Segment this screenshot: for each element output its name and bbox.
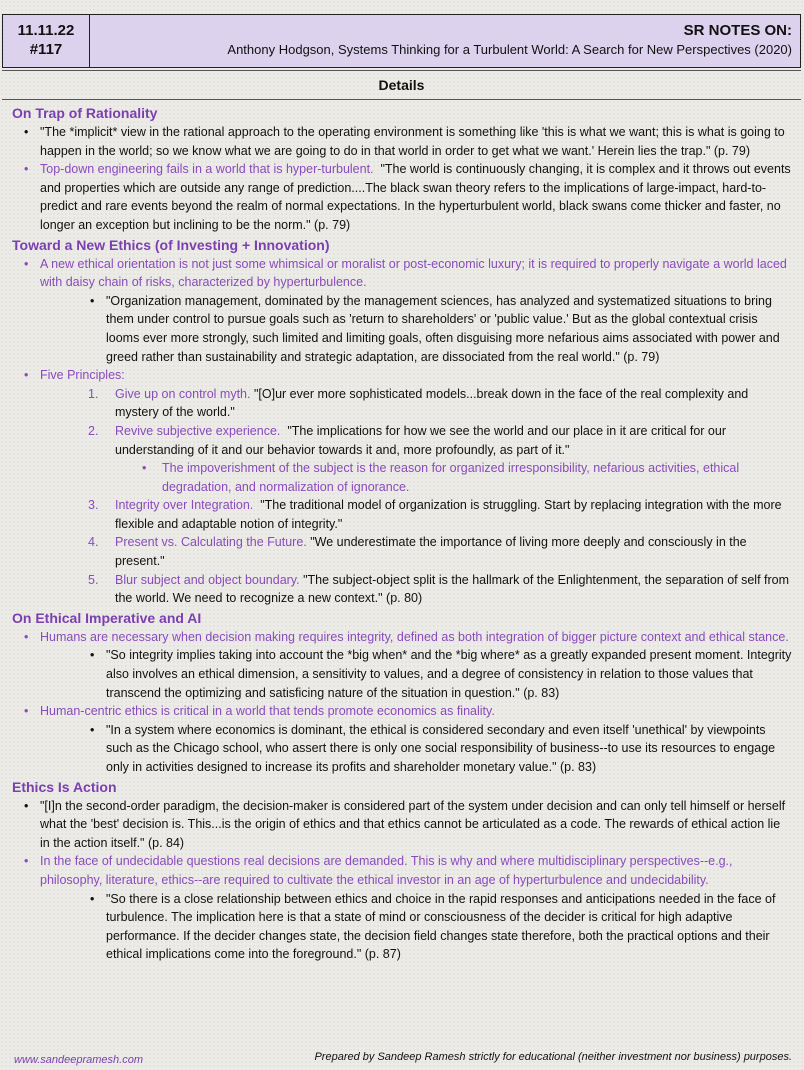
bullet-icon: • bbox=[24, 162, 29, 177]
list-item bbox=[12, 292, 792, 366]
item-number: 4. bbox=[88, 535, 99, 550]
highlight-text: In the face of undecidable questions real decisions are demanded. This is why and where multidisciplinary perspectives--e.g., philosophy, literature, ethics--are required to cultivate the ethical investor in an age of hyperturbulence and undecidability. bbox=[40, 854, 733, 887]
numbered-item bbox=[12, 533, 792, 570]
highlight-text: A new ethical orientation is not just some whimsical or moralist or post-economic luxury; it is required to properly navigate a world laced with daisy chain of risks, characterized by hyperturbulence. bbox=[40, 256, 787, 290]
bullet-icon: • bbox=[24, 704, 29, 719]
list-item bbox=[12, 255, 792, 292]
item-number: 1. bbox=[88, 386, 99, 401]
list-item bbox=[12, 646, 792, 702]
note-date: 11.11.22 bbox=[17, 22, 75, 39]
bullet-icon: • bbox=[24, 854, 29, 869]
quote-text: "The subject-object split is the hallmark of the Enlightenment, the separation of self from the world. We need to recognize a new context." (p. 80) bbox=[115, 572, 790, 606]
bullet-icon: • bbox=[24, 125, 29, 139]
note-number: #117 bbox=[29, 41, 63, 58]
highlight-text: Five Principles: bbox=[40, 368, 125, 383]
bullet-icon: • bbox=[90, 891, 95, 906]
list-item bbox=[12, 160, 792, 234]
highlight-text: The impoverishment of the subject is the reason for organized irresponsibility, nefarious activities, ethical degradation, and normalization of ignorance. bbox=[162, 461, 740, 494]
quote-text: "Organization management, dominated by the management sciences, has analyzed and systematized situations to bring them under control to pursue goals such as 'return to shareholders' or 'public value.' But as the global contextual crisis looms ever more strongly, such limited and limiting goals, often disguising more nefarious aims associated with power and greed rather than sustainability and strategic adaptation, are dissociated from the real world." (p. 79) bbox=[106, 293, 780, 364]
highlight-text: Top-down engineering fails in a world that is hyper-turbulent. bbox=[40, 162, 374, 177]
numbered-item bbox=[12, 385, 792, 422]
list-item bbox=[12, 797, 792, 853]
bullet-icon: • bbox=[90, 648, 95, 663]
highlight-text: Integrity over Integration. bbox=[115, 498, 254, 513]
section-heading: Ethics Is Action bbox=[12, 778, 117, 795]
item-number: 3. bbox=[88, 498, 99, 513]
highlight-text: Give up on control myth. bbox=[115, 386, 251, 401]
list-item bbox=[12, 852, 792, 889]
quote-text: "[I]n the second-order paradigm, the decision-maker is considered part of the system under decision and can only tell himself or herself what the 'best' decision is. This...is the origin of ethics and that ethics cannot be articulated as a code. The rewards of ethical action lie in the action itself." (p. 84) bbox=[40, 798, 786, 850]
list-item bbox=[12, 459, 792, 496]
numbered-item bbox=[12, 496, 792, 533]
website-link[interactable]: www.sandeepramesh.com bbox=[14, 1054, 144, 1066]
numbered-item bbox=[12, 571, 792, 608]
highlight-text: Blur subject and object boundary. bbox=[115, 572, 300, 587]
quote-text: "The world is continuously changing, it is complex and it throws out events and properties which are outside any range of prediction....The black swan theory refers to the implications of large-impact, hard-to-predict and rare events beyond the realm of normal expectations. In the hyperturbulent world, black swans come thicker and faster, no longer an exception but inclining to be the norm." (p. 79) bbox=[40, 162, 791, 232]
list-item bbox=[12, 890, 792, 964]
bullet-icon: • bbox=[24, 256, 29, 271]
bullet-icon: • bbox=[24, 368, 29, 383]
quote-text: "We underestimate the importance of living more deeply and consciously in the present." bbox=[115, 535, 747, 569]
date-number-cell bbox=[3, 15, 90, 67]
bullet-icon: • bbox=[90, 293, 95, 308]
section-heading: On Trap of Rationality bbox=[12, 105, 158, 121]
highlight-text: Present vs. Calculating the Future. bbox=[115, 535, 307, 550]
item-number: 5. bbox=[88, 572, 99, 587]
list-item bbox=[12, 628, 792, 647]
quote-text: "In a system where economics is dominant, the ethical is considered secondary and even itself 'unethical' by viewpoints such as the Chicago school, who assert there is only one social responsibility of business--to use its resources to engage only in activities designed to increase its profits and shareholder monetary value." (p. 83) bbox=[106, 722, 776, 774]
notes-title: SR NOTES ON: bbox=[683, 22, 792, 39]
item-number: 2. bbox=[88, 423, 99, 438]
notes-content bbox=[12, 103, 792, 964]
bullet-icon: • bbox=[24, 798, 29, 813]
section-heading: On Ethical Imperative and AI bbox=[12, 609, 202, 626]
numbered-item bbox=[12, 422, 792, 459]
highlight-text: Human-centric ethics is critical in a world that tends promote economics as finality. bbox=[40, 704, 495, 719]
list-item bbox=[12, 702, 792, 721]
section-heading: Toward a New Ethics (of Investing + Innovation) bbox=[12, 236, 330, 253]
details-heading: Details bbox=[2, 70, 801, 100]
quote-text: "So integrity implies taking into account the *big when* and the *big where* as a greatly expanded present moment. Integrity also involves an ethical dimension, a sensitivity to values, and a degree of consistency in relation to those values that transcend the optimizing and satisficing nature of the situation in question." (p. 83) bbox=[106, 648, 792, 700]
quote-text: "[O]ur ever more sophisticated models...break down in the face of the real complexity and mystery of the world." bbox=[115, 386, 749, 420]
list-item bbox=[12, 721, 792, 777]
book-reference: Anthony Hodgson, Systems Thinking for a Turbulent World: A Search for New Perspectives (2020) bbox=[227, 42, 792, 57]
list-item bbox=[12, 366, 792, 385]
bullet-icon: • bbox=[142, 461, 147, 476]
quote-text: "The traditional model of organization is struggling. Start by replacing integration with the more flexible and adaptable notion of integrity." bbox=[115, 498, 782, 531]
bullet-icon: • bbox=[24, 629, 29, 644]
quote-text: "The *implicit* view in the rational approach to the operating environment is something like 'this is what we want; this is what is going to happen in the world; so we know what we are going to do in that world in order to get what we want.' Herein lies the trap." (p. 79) bbox=[40, 125, 785, 158]
highlight-text: Humans are necessary when decision making requires integrity, defined as both integration of bigger picture context and ethical stance. bbox=[40, 629, 789, 644]
quote-text: "So there is a close relationship between ethics and choice in the rapid responses and anticipations needed in the face of turbulence. The implication here is that a state of mind or consciousness of the decider is critical for high adaptive performance. If the decider changes state, the decision field changes state therefore, both the practical options and their ethical implications come into the foreground." (p. 87) bbox=[106, 891, 776, 962]
highlight-text: Revive subjective experience. bbox=[115, 423, 281, 438]
bullet-icon: • bbox=[90, 722, 95, 737]
disclaimer-text: Prepared by Sandeep Ramesh strictly for educational (neither investment nor business) purposes. bbox=[314, 1051, 792, 1063]
title-cell bbox=[227, 22, 792, 59]
list-item bbox=[12, 123, 792, 160]
header-box bbox=[2, 14, 801, 68]
quote-text: "The implications for how we see the world and our place in it are critical for our understanding of it and our behavior towards it and, more profoundly, as part of it." bbox=[115, 423, 726, 457]
